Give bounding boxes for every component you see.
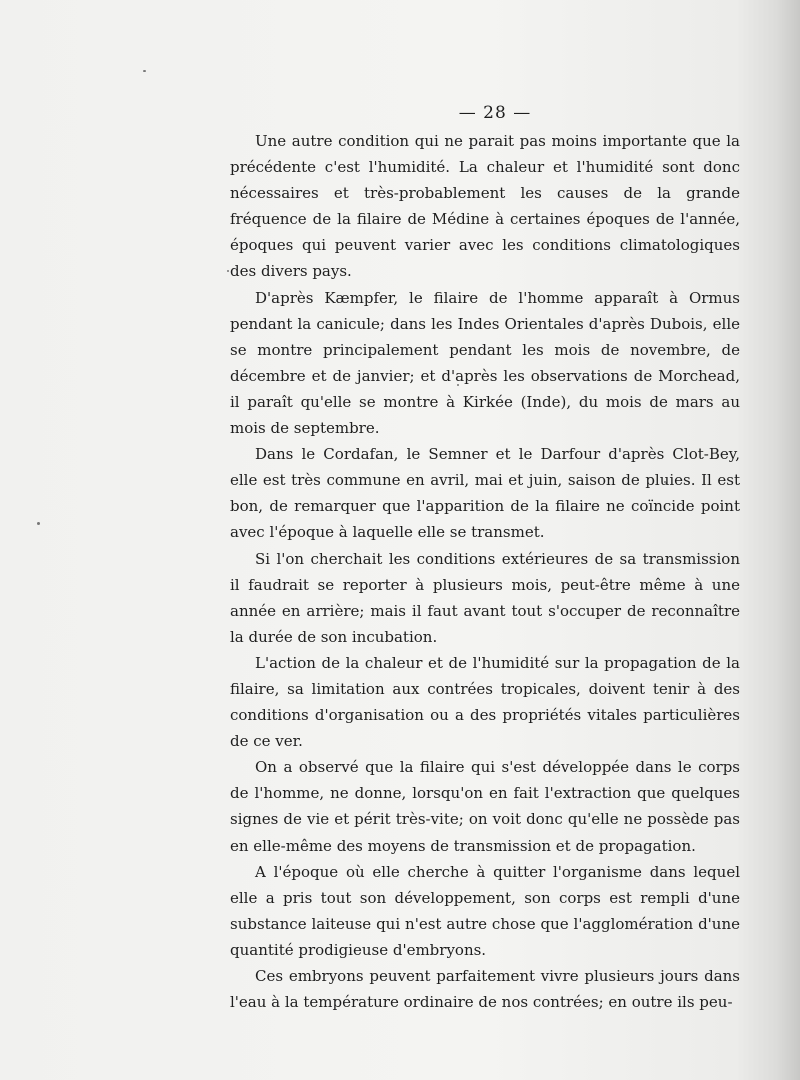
paragraph: L'action de la chaleur et de l'humidité sur la propagation de la filaire, sa limitation aux contrées tropicales, doivent tenir à des conditions d'organisation ou a des propriétés vitales particulières de ce ver. [230, 653, 740, 751]
paragraph: A l'époque où elle cherche à quitter l'organisme dans lequel elle a pris tout son développement, son corps est rempli d'une substance laiteuse qui n'est autre chose que l'agglomération d'une quantité prodigieuse d'embryons. [230, 862, 740, 959]
paragraph: Dans le Cordafan, le Semner et le Darfour d'après Clot-Bey, elle est très commune en avril, mai et juin, saison de pluies. Il est bon, de remarquer que l'apparition de la filaire ne coïncide point avec l'époque à laquelle elle se transmet. [230, 445, 740, 542]
paragraph: Ces embryons peuvent parfaitement vivre plusieurs jours dans l'eau à la température ordinaire de nos contrées; en outre ils peu- [230, 967, 740, 1012]
page-number: — 28 — [458, 103, 532, 123]
paragraph: On a observé que la filaire qui s'est développée dans le corps de l'homme, ne donne, lorsqu'on en fait l'extraction que quelques signes de vie et périt très-vite; on voit donc qu'elle ne possède pas en elle-même des moyens de transmission et de propagation. [230, 758, 740, 855]
body-text [230, 128, 740, 1015]
paragraph: Si l'on cherchait les conditions extérieures de sa transmission il faudrait se reporter à plusieurs mois, peut-être même à une année en arrière; mais il faut avant tout s'occuper de reconnaître la durée de son incubation. [230, 549, 740, 646]
paragraph: D'après Kæmpfer, le filaire de l'homme apparaît à Ormus pendant la canicule; dans les Indes Orientales d'après Dubois, elle se montre principalement pendant les mois de novembre, de décembre et de janvier; et d'après les observations de Morchead, il paraît qu'elle se montre à Kirkée (Inde), du mois de mars au mois de septembre. [230, 288, 740, 438]
text-block [230, 100, 740, 1015]
paragraph: Une autre condition qui ne parait pas moins importante que la précédente c'est l'humidité. La chaleur et l'humidité sont donc nécessaires et très-probablement les causes de la grande fréquence de la filaire de Médine à certaines époques de l'année, époques qui peuvent varier avec les conditions climatologiques des divers pays. [230, 132, 740, 281]
